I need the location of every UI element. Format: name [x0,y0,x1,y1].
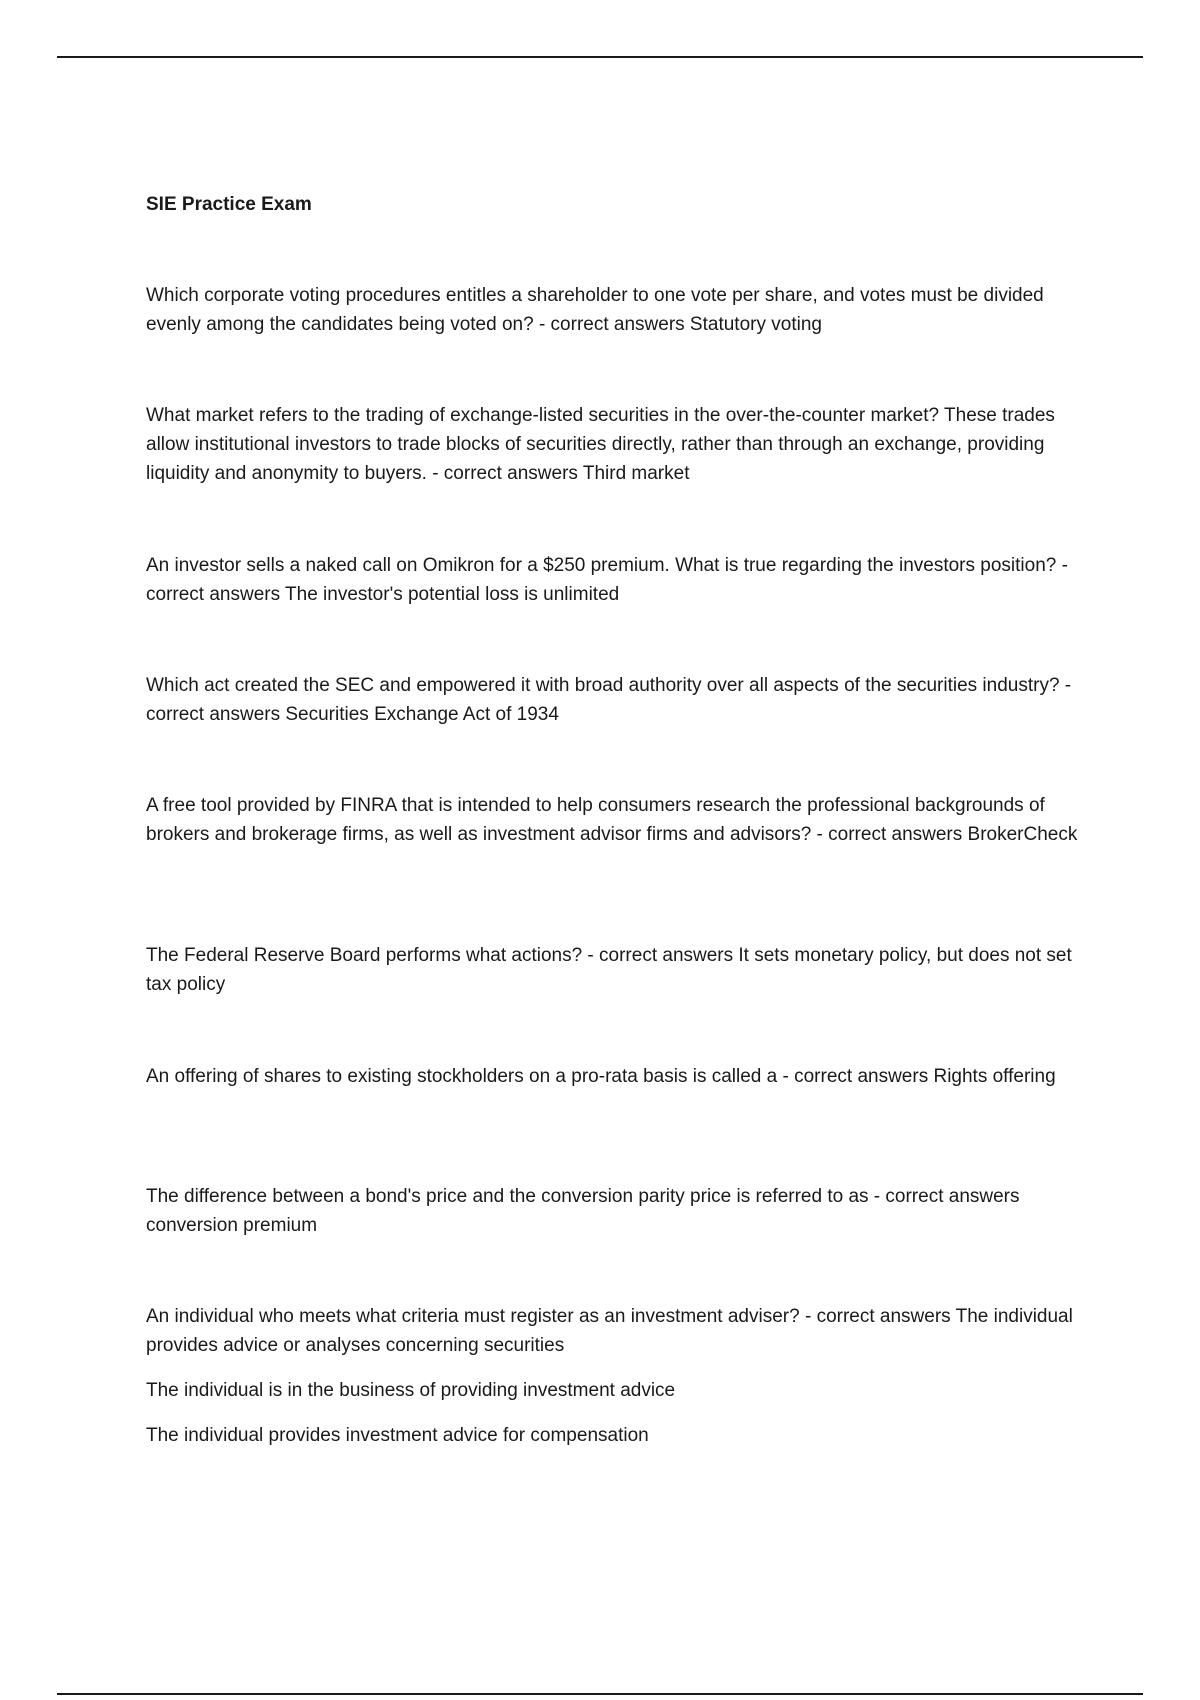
bottom-rule [57,1693,1143,1695]
qa-item: Which act created the SEC and empowered it with broad authority over all aspects of the securities industry? - correct answers Securities Exchange Act of 1934 [146,675,1072,725]
qa-item: An investor sells a naked call on Omikron for a $250 premium. What is true regarding the investors position? - correct answers The investor's potential loss is unlimited [146,555,1068,605]
answer-line: The individual is in the business of providing investment advice [146,1380,676,1401]
qa-item: What market refers to the trading of exchange-listed securities in the over-the-counter market? These trades allow institutional investors to trade blocks of securities directly, rather than through an exchange, providing liquidity and anonymity to buyers. - correct answers Third market [146,405,1055,484]
top-rule [57,56,1143,58]
qa-item: The difference between a bond's price and the conversion parity price is referred to as - correct answers conversion premium [146,1186,1020,1236]
answer-line: The individual provides investment advice for compensation [146,1425,649,1446]
qa-item: An offering of shares to existing stockholders on a pro-rata basis is called a - correct answers Rights offering [146,1066,1056,1087]
qa-item: A free tool provided by FINRA that is intended to help consumers research the professional backgrounds of brokers and brokerage firms, as well as investment advisor firms and advisors? - correct answers BrokerCheck [146,795,1078,845]
document-body [146,191,1096,1446]
qa-item: The Federal Reserve Board performs what actions? - correct answers It sets monetary policy, but does not set tax policy [146,945,1072,995]
document-title: SIE Practice Exam [146,194,312,215]
qa-item: An individual who meets what criteria must register as an investment adviser? - correct answers The individual provides advice or analyses concerning securities [146,1306,1073,1356]
qa-item: Which corporate voting procedures entitles a shareholder to one vote per share, and votes must be divided evenly among the candidates being voted on? - correct answers Statutory voting [146,285,1044,335]
